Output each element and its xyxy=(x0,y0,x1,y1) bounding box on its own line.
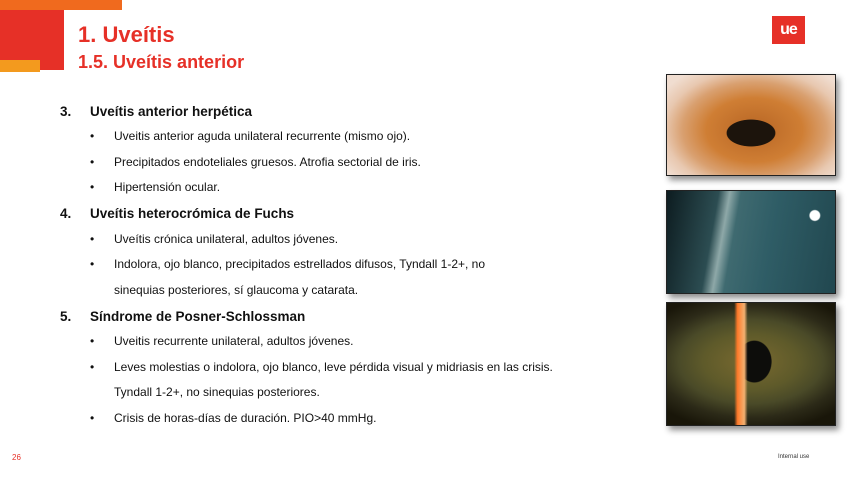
ue-logo: ue xyxy=(772,16,805,44)
list-item: • Leves molestias o indolora, ojo blanco, leve pérdida visual y midriasis en las crisis. xyxy=(60,355,640,381)
slide-content xyxy=(60,98,640,431)
list-item: • Uveitis anterior aguda unilateral recurrente (mismo ojo). xyxy=(60,124,640,150)
list-item-continuation: sinequias posteriores, sí glaucoma y catarata. xyxy=(114,282,359,297)
section-heading xyxy=(60,303,640,329)
page-number: 26 xyxy=(12,453,21,462)
classification-note: Internal use xyxy=(778,454,810,460)
section-number: 5. xyxy=(60,308,72,324)
list-item: • Uveitis recurrente unilateral, adultos jóvenes. xyxy=(60,329,640,355)
list-item: • Indolora, ojo blanco, precipitados estrellados difusos, Tyndall 1-2+, no xyxy=(60,252,640,278)
corner-decoration-yellow xyxy=(0,60,40,72)
corner-decoration-orange xyxy=(0,0,122,10)
section-posner-schlossman xyxy=(60,303,640,431)
section-herpetic-uveitis xyxy=(60,98,640,201)
bullet-icon: • xyxy=(90,180,95,194)
list-item-continuation: Tyndall 1-2+, no sinequias posteriores. xyxy=(114,385,320,399)
bullet-list xyxy=(60,124,640,201)
list-item: • Precipitados endoteliales gruesos. Atrofia sectorial de iris. xyxy=(60,150,640,176)
section-number: 4. xyxy=(60,206,72,221)
bullet-list xyxy=(60,227,640,304)
bullet-icon: • xyxy=(90,334,95,348)
bullet-icon: • xyxy=(90,129,95,143)
section-number: 3. xyxy=(60,103,72,119)
bullet-icon: • xyxy=(90,154,95,169)
list-item: • Hipertensión ocular. xyxy=(60,175,640,201)
eye-photo-posner-schlossman xyxy=(666,302,836,426)
eye-photo-herpetic-iris-atrophy xyxy=(666,74,836,176)
eye-photo-slit-lamp-fuchs xyxy=(666,190,836,294)
list-item: • Crisis de horas-días de duración. PIO>40 mmHg. xyxy=(60,406,640,432)
bullet-icon: • xyxy=(90,359,95,374)
bullet-icon: • xyxy=(90,410,95,425)
section-heading xyxy=(60,201,640,227)
section-title: Síndrome de Posner-Schlossman xyxy=(90,308,306,324)
list-item: • Uveítis crónica unilateral, adultos jóvenes. xyxy=(60,227,640,253)
page-subtitle: 1.5. Uveítis anterior xyxy=(78,52,245,72)
bullet-list xyxy=(60,329,640,431)
section-title: Uveítis heterocrómica de Fuchs xyxy=(90,206,295,221)
section-title: Uveítis anterior herpética xyxy=(90,103,253,119)
section-fuchs-uveitis xyxy=(60,201,640,304)
page-title: 1. Uveítis xyxy=(78,22,175,47)
section-heading xyxy=(60,98,640,124)
bullet-icon: • xyxy=(90,257,95,271)
bullet-icon: • xyxy=(90,231,95,246)
